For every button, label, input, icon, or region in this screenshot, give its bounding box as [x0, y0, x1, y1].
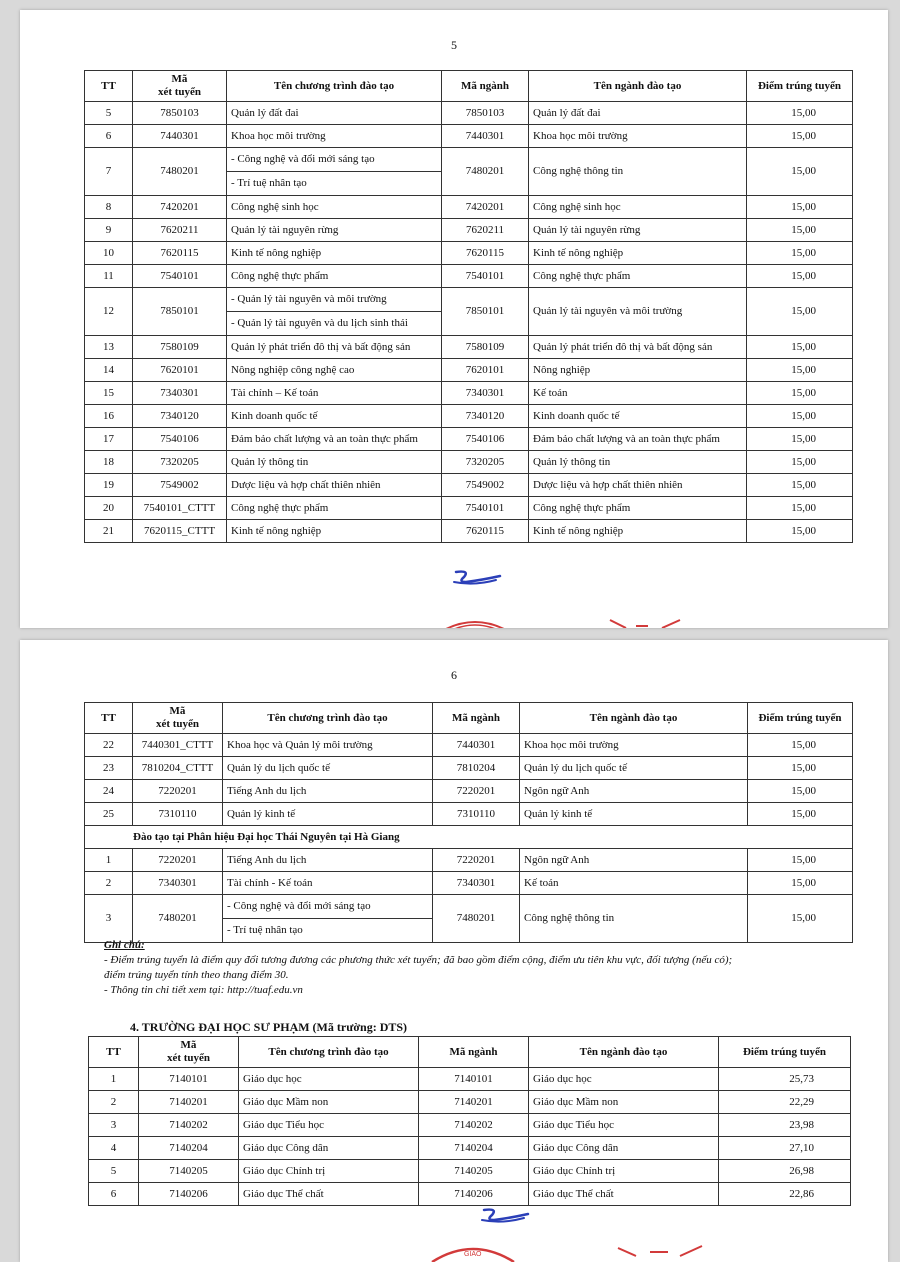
row-chuong-trinh: Quản lý đất đai [227, 102, 442, 125]
table-header-row [85, 703, 853, 734]
table-row [85, 428, 853, 451]
admission-table-page-5 [84, 70, 853, 543]
row-ma-xet-tuyen: 7340120 [133, 405, 227, 428]
header-ma-nganh: Mã ngành [419, 1037, 529, 1068]
row-tt: 9 [85, 219, 133, 242]
row-diem: 15,00 [748, 780, 853, 803]
row-tt: 11 [85, 265, 133, 288]
row-diem: 15,00 [747, 336, 853, 359]
row-ma-nganh: 7540101 [442, 497, 529, 520]
row-ma-nganh: 7540101 [442, 265, 529, 288]
row-chuong-trinh: Kinh tế nông nghiệp [227, 520, 442, 543]
row-tt: 22 [85, 734, 133, 757]
red-stamp-fragment-right [608, 618, 688, 628]
table-row [85, 734, 853, 757]
notes-title: Ghi chú: [104, 939, 145, 951]
row-tt: 3 [89, 1114, 139, 1137]
row-ma-nganh: 7480201 [433, 895, 520, 943]
row-ma-nganh: 7340301 [442, 382, 529, 405]
row-ten-nganh: Khoa học môi trường [520, 734, 748, 757]
row-diem: 15,00 [748, 872, 853, 895]
row-tt: 24 [85, 780, 133, 803]
row-diem: 15,00 [747, 359, 853, 382]
row-diem: 27,10 [719, 1137, 851, 1160]
row-chuong-trinh: Kinh tế nông nghiệp [227, 242, 442, 265]
header-diem: Điểm trúng tuyển [748, 703, 853, 734]
stamp-text: GIAO [464, 1251, 482, 1258]
table-row [85, 359, 853, 382]
row-ten-nganh: Công nghệ thông tin [529, 148, 747, 196]
row-tt: 12 [85, 288, 133, 336]
group-header-row [85, 826, 853, 849]
signature-mark [476, 1206, 536, 1226]
row-tt: 16 [85, 405, 133, 428]
row-diem: 15,00 [747, 474, 853, 497]
row-ma-xet-tuyen: 7310110 [133, 803, 223, 826]
row-chuong-trinh: Công nghệ sinh học [227, 196, 442, 219]
row-ma-xet-tuyen: 7220201 [133, 849, 223, 872]
table-header-row [85, 71, 853, 102]
table-row [85, 125, 853, 148]
program-option: - Quản lý tài nguyên và môi trường [231, 293, 387, 305]
admission-table-page-6 [84, 702, 853, 943]
table-row [85, 474, 853, 497]
row-tt: 7 [85, 148, 133, 196]
row-diem: 15,00 [747, 125, 853, 148]
row-chuong-trinh: Nông nghiệp công nghệ cao [227, 359, 442, 382]
row-diem: 15,00 [748, 803, 853, 826]
row-ten-nganh: Giáo dục học [529, 1068, 719, 1091]
row-diem: 15,00 [747, 405, 853, 428]
table-row [85, 288, 853, 336]
program-option: - Trí tuệ nhân tạo [227, 171, 441, 195]
row-ten-nganh: Giáo dục Mầm non [529, 1091, 719, 1114]
table-row [89, 1068, 851, 1091]
row-chuong-trinh: Quản lý du lịch quốc tế [223, 757, 433, 780]
row-ten-nganh: Công nghệ thực phẩm [529, 497, 747, 520]
row-chuong-trinh: Giáo dục học [239, 1068, 419, 1091]
notes-block [104, 938, 864, 998]
row-diem: 15,00 [747, 288, 853, 336]
row-chuong-trinh: Giáo dục Thể chất [239, 1183, 419, 1206]
header-chuong-trinh: Tên chương trình đào tạo [227, 71, 442, 102]
table-row [85, 780, 853, 803]
row-ma-xet-tuyen: 7340301 [133, 382, 227, 405]
row-ma-nganh: 7620101 [442, 359, 529, 382]
row-ma-nganh: 7480201 [442, 148, 529, 196]
table-row [85, 803, 853, 826]
row-ten-nganh: Kế toán [529, 382, 747, 405]
header-tt: TT [89, 1037, 139, 1068]
row-tt: 25 [85, 803, 133, 826]
row-tt: 1 [85, 849, 133, 872]
row-chuong-trinh: Khoa học môi trường [227, 125, 442, 148]
row-chuong-trinh [227, 148, 442, 196]
row-ma-nganh: 7140205 [419, 1160, 529, 1183]
table-row [85, 219, 853, 242]
row-ma-nganh: 7220201 [433, 780, 520, 803]
row-ten-nganh: Quản lý tài nguyên và môi trường [529, 288, 747, 336]
row-ma-xet-tuyen: 7140202 [139, 1114, 239, 1137]
row-ma-xet-tuyen: 7140204 [139, 1137, 239, 1160]
program-option: - Công nghệ và đổi mới sáng tạo [231, 153, 375, 165]
group-title: Đào tạo tại Phân hiệu Đại học Thái Nguyên tại Hà Giang [85, 826, 853, 849]
row-chuong-trinh: Công nghệ thực phẩm [227, 265, 442, 288]
table-row [85, 849, 853, 872]
table-row [89, 1160, 851, 1183]
row-diem: 15,00 [747, 428, 853, 451]
row-ma-xet-tuyen: 7140206 [139, 1183, 239, 1206]
row-ma-nganh: 7220201 [433, 849, 520, 872]
table-row [85, 872, 853, 895]
row-diem: 26,98 [719, 1160, 851, 1183]
header-tt: TT [85, 71, 133, 102]
row-tt: 5 [89, 1160, 139, 1183]
row-ma-nganh: 7850103 [442, 102, 529, 125]
row-ten-nganh: Công nghệ sinh học [529, 196, 747, 219]
row-ma-nganh: 7549002 [442, 474, 529, 497]
table-row [85, 382, 853, 405]
row-ten-nganh: Kinh tế nông nghiệp [529, 520, 747, 543]
row-ten-nganh: Quản lý tài nguyên rừng [529, 219, 747, 242]
table-row [85, 336, 853, 359]
row-ma-xet-tuyen: 7480201 [133, 895, 223, 943]
row-ma-nganh: 7810204 [433, 757, 520, 780]
row-diem: 15,00 [747, 520, 853, 543]
red-stamp-fragment [440, 616, 510, 628]
row-ma-xet-tuyen: 7620211 [133, 219, 227, 242]
row-chuong-trinh: Quản lý thông tin [227, 451, 442, 474]
row-ten-nganh: Giáo dục Chính trị [529, 1160, 719, 1183]
row-diem: 15,00 [748, 757, 853, 780]
row-diem: 23,98 [719, 1114, 851, 1137]
row-chuong-trinh [223, 895, 433, 943]
table-row [89, 1114, 851, 1137]
row-chuong-trinh: Giáo dục Chính trị [239, 1160, 419, 1183]
table-row [85, 757, 853, 780]
row-ten-nganh: Ngôn ngữ Anh [520, 780, 748, 803]
program-option: - Trí tuệ nhân tạo [223, 918, 432, 942]
header-chuong-trinh: Tên chương trình đào tạo [239, 1037, 419, 1068]
row-chuong-trinh: Công nghệ thực phẩm [227, 497, 442, 520]
notes-line-3: - Thông tin chi tiết xem tại: http://tuaf.edu.vn [104, 984, 303, 996]
document-page-6 [20, 640, 888, 1262]
row-chuong-trinh: Giáo dục Mầm non [239, 1091, 419, 1114]
row-chuong-trinh: Tài chính - Kế toán [223, 872, 433, 895]
row-tt: 2 [89, 1091, 139, 1114]
row-ma-xet-tuyen: 7440301 [133, 125, 227, 148]
row-ma-nganh: 7310110 [433, 803, 520, 826]
row-ten-nganh: Quản lý du lịch quốc tế [520, 757, 748, 780]
row-ma-xet-tuyen: 7580109 [133, 336, 227, 359]
row-ma-nganh: 7140204 [419, 1137, 529, 1160]
row-chuong-trinh: Quản lý kinh tế [223, 803, 433, 826]
row-ma-nganh: 7620115 [442, 242, 529, 265]
row-ma-nganh: 7320205 [442, 451, 529, 474]
row-chuong-trinh: Quản lý tài nguyên rừng [227, 219, 442, 242]
row-ten-nganh: Công nghệ thông tin [520, 895, 748, 943]
row-ma-nganh: 7140201 [419, 1091, 529, 1114]
row-ten-nganh: Đảm bảo chất lượng và an toàn thực phẩm [529, 428, 747, 451]
row-diem: 15,00 [747, 497, 853, 520]
row-ten-nganh: Kinh tế nông nghiệp [529, 242, 747, 265]
row-tt: 13 [85, 336, 133, 359]
row-tt: 21 [85, 520, 133, 543]
row-ten-nganh: Nông nghiệp [529, 359, 747, 382]
table-row [89, 1091, 851, 1114]
table-row [85, 196, 853, 219]
section-title: 4. TRƯỜNG ĐẠI HỌC SƯ PHẠM (Mã trường: DTS) [130, 1020, 408, 1034]
row-ma-xet-tuyen: 7480201 [133, 148, 227, 196]
row-ten-nganh: Quản lý phát triển đô thị và bất động sản [529, 336, 747, 359]
row-diem: 25,73 [719, 1068, 851, 1091]
row-diem: 15,00 [747, 148, 853, 196]
header-diem: Điểm trúng tuyển [719, 1037, 851, 1068]
header-tt: TT [85, 703, 133, 734]
row-chuong-trinh: Quản lý phát triển đô thị và bất động sản [227, 336, 442, 359]
document-page-5 [20, 10, 888, 628]
table-row [85, 405, 853, 428]
row-ma-nganh: 7580109 [442, 336, 529, 359]
row-tt: 2 [85, 872, 133, 895]
row-ma-xet-tuyen: 7140201 [139, 1091, 239, 1114]
row-ma-xet-tuyen: 7540101 [133, 265, 227, 288]
row-chuong-trinh: Khoa học và Quản lý môi trường [223, 734, 433, 757]
header-ma-nganh: Mã ngành [442, 71, 529, 102]
row-diem: 15,00 [748, 849, 853, 872]
table-row [89, 1183, 851, 1206]
row-diem: 15,00 [747, 219, 853, 242]
row-ten-nganh: Giáo dục Thể chất [529, 1183, 719, 1206]
header-ma-nganh: Mã ngành [433, 703, 520, 734]
notes-line-2: điểm trúng tuyển tính theo thang điểm 30. [104, 969, 289, 981]
row-ma-xet-tuyen: 7440301_CTTT [133, 734, 223, 757]
row-tt: 20 [85, 497, 133, 520]
table-row [85, 102, 853, 125]
header-chuong-trinh: Tên chương trình đào tạo [223, 703, 433, 734]
row-chuong-trinh: Dược liệu và hợp chất thiên nhiên [227, 474, 442, 497]
row-ma-nganh: 7420201 [442, 196, 529, 219]
red-stamp-fragment-right [616, 1244, 706, 1258]
row-tt: 6 [89, 1183, 139, 1206]
row-ten-nganh: Ngôn ngữ Anh [520, 849, 748, 872]
row-ma-xet-tuyen: 7140205 [139, 1160, 239, 1183]
dts-admission-table [88, 1036, 851, 1206]
row-diem: 15,00 [747, 196, 853, 219]
row-ma-nganh: 7140206 [419, 1183, 529, 1206]
signature-mark [448, 568, 508, 588]
row-tt: 3 [85, 895, 133, 943]
header-ma-xet-tuyen: Mã xét tuyển [139, 1037, 239, 1068]
row-chuong-trinh: Giáo dục Tiểu học [239, 1114, 419, 1137]
row-tt: 19 [85, 474, 133, 497]
header-ten-nganh: Tên ngành đào tạo [529, 71, 747, 102]
table-row [85, 265, 853, 288]
row-ma-nganh: 7540106 [442, 428, 529, 451]
page-number: 6 [451, 668, 457, 682]
row-ma-xet-tuyen: 7140101 [139, 1068, 239, 1091]
header-ten-nganh: Tên ngành đào tạo [520, 703, 748, 734]
row-diem: 15,00 [748, 734, 853, 757]
row-ma-xet-tuyen: 7620101 [133, 359, 227, 382]
row-tt: 15 [85, 382, 133, 405]
row-chuong-trinh: Tài chính – Kế toán [227, 382, 442, 405]
header-ten-nganh: Tên ngành đào tạo [529, 1037, 719, 1068]
table-row [85, 148, 853, 196]
row-diem: 15,00 [747, 451, 853, 474]
row-ma-nganh: 7620115 [442, 520, 529, 543]
row-diem: 15,00 [747, 382, 853, 405]
row-tt: 10 [85, 242, 133, 265]
row-ma-nganh: 7440301 [433, 734, 520, 757]
table-row [89, 1137, 851, 1160]
row-chuong-trinh: Tiếng Anh du lịch [223, 849, 433, 872]
row-ten-nganh: Giáo dục Tiểu học [529, 1114, 719, 1137]
row-tt: 17 [85, 428, 133, 451]
row-diem: 15,00 [748, 895, 853, 943]
row-ten-nganh: Giáo dục Công dân [529, 1137, 719, 1160]
row-ten-nganh: Kinh doanh quốc tế [529, 405, 747, 428]
program-option: - Quản lý tài nguyên và du lịch sinh thái [227, 311, 441, 335]
red-stamp-fragment [428, 1240, 518, 1262]
row-ten-nganh: Quản lý đất đai [529, 102, 747, 125]
row-diem: 22,29 [719, 1091, 851, 1114]
table-row [85, 497, 853, 520]
page-number: 5 [451, 38, 457, 52]
row-diem: 22,86 [719, 1183, 851, 1206]
row-ma-xet-tuyen: 7420201 [133, 196, 227, 219]
row-chuong-trinh: Giáo dục Công dân [239, 1137, 419, 1160]
row-chuong-trinh: Kinh doanh quốc tế [227, 405, 442, 428]
row-ma-nganh: 7850101 [442, 288, 529, 336]
row-ma-nganh: 7140202 [419, 1114, 529, 1137]
notes-line-1: - Điểm trúng tuyển là điểm quy đổi tương đương các phương thức xét tuyển; đã bao gồm điểm cộng, điểm ưu tiên khu vực, đối tượng (nếu có); [104, 954, 733, 966]
row-ma-xet-tuyen: 7540106 [133, 428, 227, 451]
row-ten-nganh: Quản lý kinh tế [520, 803, 748, 826]
row-ma-xet-tuyen: 7549002 [133, 474, 227, 497]
row-tt: 1 [89, 1068, 139, 1091]
row-ma-xet-tuyen: 7540101_CTTT [133, 497, 227, 520]
row-ma-xet-tuyen: 7340301 [133, 872, 223, 895]
row-chuong-trinh: Đảm bảo chất lượng và an toàn thực phẩm [227, 428, 442, 451]
row-ma-xet-tuyen: 7320205 [133, 451, 227, 474]
row-tt: 18 [85, 451, 133, 474]
row-ma-nganh: 7340120 [442, 405, 529, 428]
row-chuong-trinh [227, 288, 442, 336]
program-option: - Công nghệ và đổi mới sáng tạo [227, 900, 371, 912]
row-ten-nganh: Kế toán [520, 872, 748, 895]
row-tt: 6 [85, 125, 133, 148]
row-ma-xet-tuyen: 7850103 [133, 102, 227, 125]
header-diem: Điểm trúng tuyển [747, 71, 853, 102]
header-ma-xet-tuyen: Mã xét tuyển [133, 71, 227, 102]
row-tt: 23 [85, 757, 133, 780]
table-row [85, 451, 853, 474]
row-ten-nganh: Dược liệu và hợp chất thiên nhiên [529, 474, 747, 497]
table-row [85, 895, 853, 943]
row-ma-xet-tuyen: 7620115 [133, 242, 227, 265]
row-ma-nganh: 7140101 [419, 1068, 529, 1091]
row-ma-xet-tuyen: 7810204_CTTT [133, 757, 223, 780]
table-header-row [89, 1037, 851, 1068]
table-row [85, 520, 853, 543]
row-ma-nganh: 7340301 [433, 872, 520, 895]
row-tt: 4 [89, 1137, 139, 1160]
row-ma-xet-tuyen: 7220201 [133, 780, 223, 803]
row-ten-nganh: Quản lý thông tin [529, 451, 747, 474]
row-tt: 8 [85, 196, 133, 219]
row-ma-nganh: 7620211 [442, 219, 529, 242]
row-ma-xet-tuyen: 7850101 [133, 288, 227, 336]
row-tt: 5 [85, 102, 133, 125]
row-chuong-trinh: Tiếng Anh du lịch [223, 780, 433, 803]
row-tt: 14 [85, 359, 133, 382]
row-diem: 15,00 [747, 242, 853, 265]
row-ten-nganh: Khoa học môi trường [529, 125, 747, 148]
row-diem: 15,00 [747, 102, 853, 125]
row-ma-xet-tuyen: 7620115_CTTT [133, 520, 227, 543]
row-ten-nganh: Công nghệ thực phẩm [529, 265, 747, 288]
header-ma-xet-tuyen: Mã xét tuyển [133, 703, 223, 734]
row-diem: 15,00 [747, 265, 853, 288]
table-row [85, 242, 853, 265]
row-ma-nganh: 7440301 [442, 125, 529, 148]
